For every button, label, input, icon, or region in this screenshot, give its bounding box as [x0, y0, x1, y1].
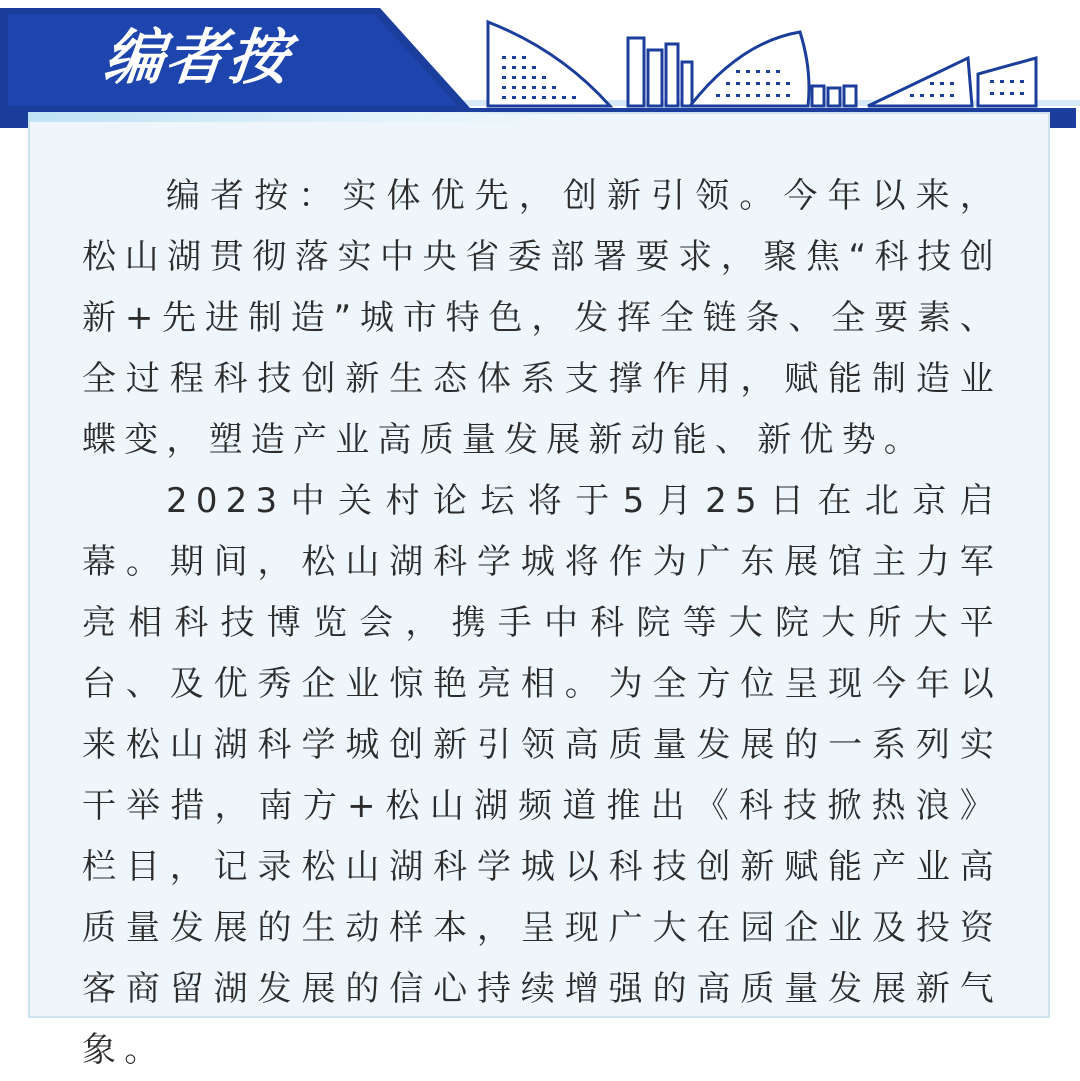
article-paragraph: 编者按：实体优先，创新引领。今年以来，松山湖贯彻落实中央省委部署要求，聚焦“科技创新+先进制造”城市特色，发挥全链条、全要素、全过程科技创新生态体系支撑作用，赋能制造业蝶变，塑造产业高质量发展新动能、新优势。 [82, 176, 1002, 460]
city-skyline-graphic [488, 22, 1036, 106]
article-body [82, 166, 1002, 1081]
panel-highlight [28, 112, 588, 122]
article-paragraph: 2023中关村论坛将于5月25日在北京启幕。期间，松山湖科学城将作为广东展馆主力军亮相科技博览会，携手中科院等大院大所大平台、及优秀企业惊艳亮相。为全方位呈现今年以来松山湖科学城创新引领高质量发展的一系列实干举措，南方+松山湖频道推出《科技掀热浪》栏目，记录松山湖科学城以科技创新赋能产业高质量发展的生动样本，呈现广大在园企业及投资客商留湖发展的信心持续增强的高质量发展新气象。 [82, 481, 1002, 1070]
header-title: 编者按 [100, 23, 294, 93]
header-banner [0, 0, 1080, 130]
